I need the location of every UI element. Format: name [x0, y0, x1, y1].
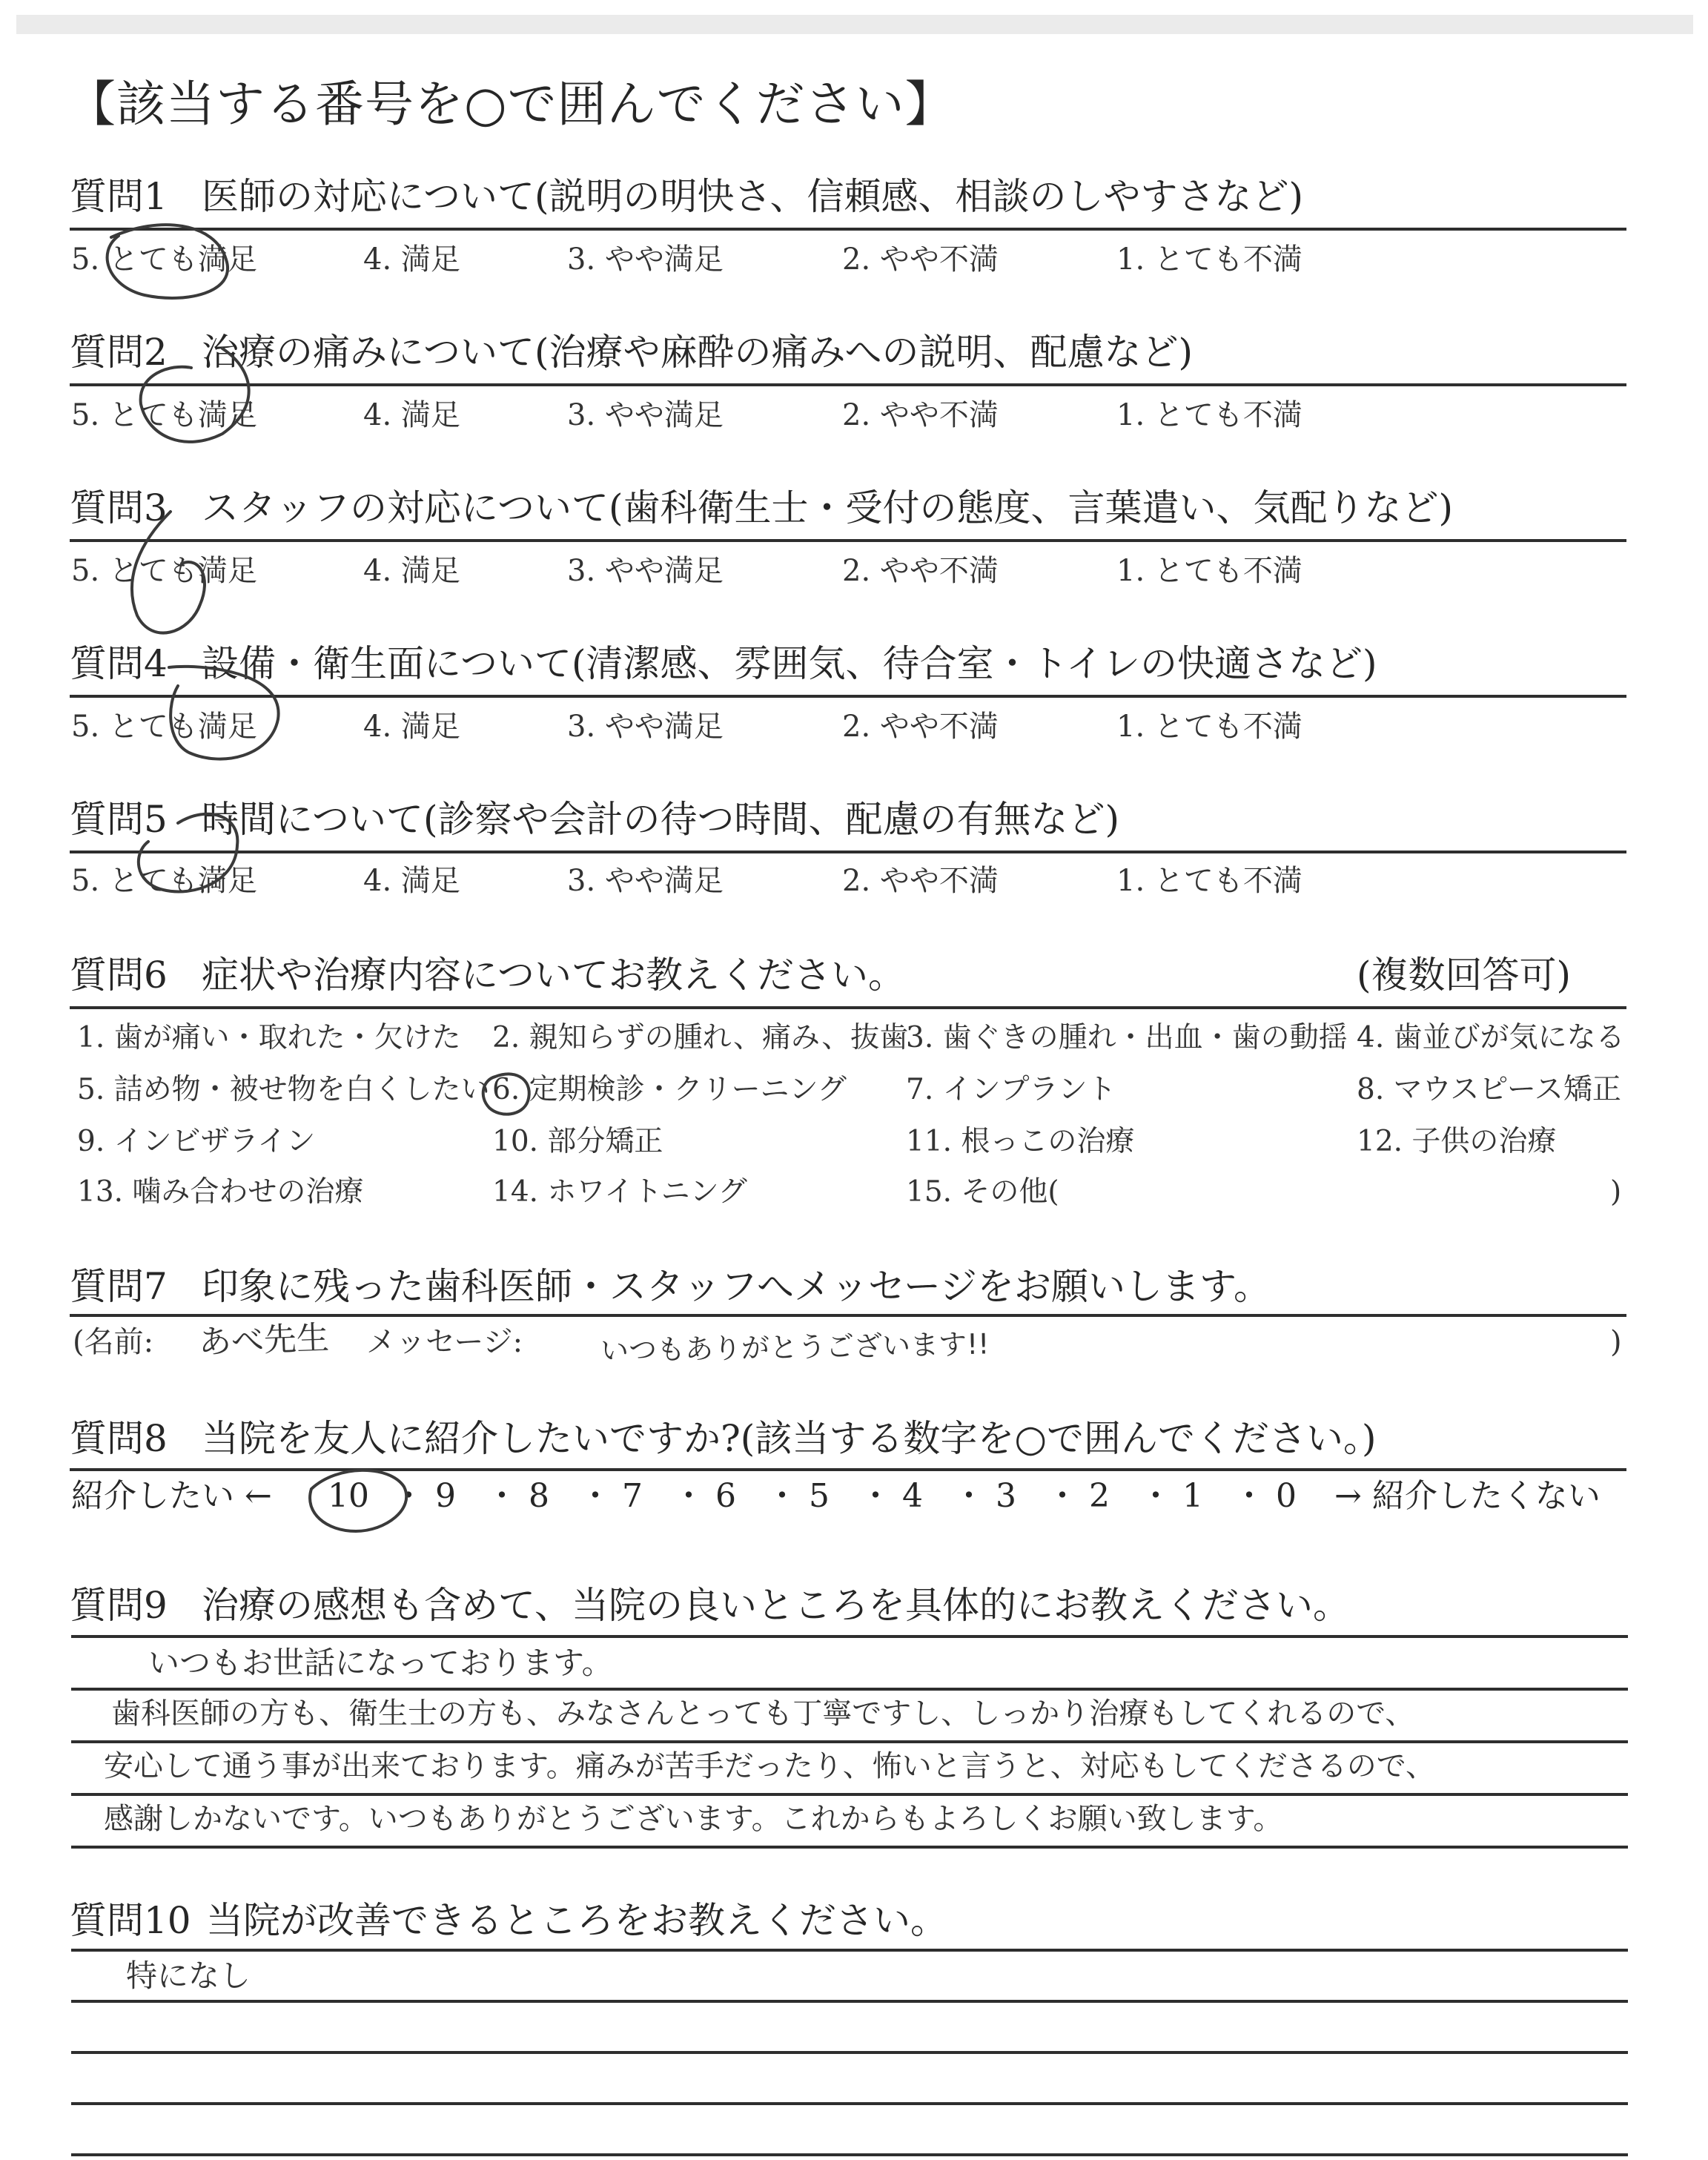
- question-text: 当院を友人に紹介したいですか?(該当する数字を○で囲んでください。): [202, 1417, 1377, 1460]
- question-label: 質問7: [70, 1265, 168, 1308]
- question-label: 質問6: [70, 954, 168, 997]
- option-2[interactable]: 2. やや不満: [842, 554, 999, 588]
- selection-circle-q8: [310, 1470, 406, 1531]
- scale-separator: ・: [392, 1477, 425, 1515]
- scale-separator: ・: [1046, 1477, 1079, 1515]
- treatment-option[interactable]: 12. 子供の治療: [1357, 1125, 1557, 1158]
- option-5[interactable]: 5. とても満足: [71, 710, 257, 744]
- scale-separator: ・: [1233, 1477, 1265, 1515]
- selection-circle-q6: [483, 1074, 529, 1114]
- scale-7[interactable]: 7: [622, 1477, 643, 1515]
- selection-circle-q3: [132, 512, 205, 633]
- scale-9[interactable]: 9: [435, 1477, 456, 1515]
- recommend-label: 紹介したい ←: [71, 1477, 272, 1515]
- option-4[interactable]: 4. 満足: [363, 242, 460, 277]
- scale-8[interactable]: 8: [529, 1477, 549, 1515]
- option-3[interactable]: 3. やや満足: [567, 398, 724, 432]
- option-3[interactable]: 3. やや満足: [567, 242, 724, 277]
- option-4[interactable]: 4. 満足: [363, 398, 460, 432]
- treatment-option[interactable]: 10. 部分矯正: [492, 1125, 663, 1158]
- question-label: 質問3: [70, 486, 168, 529]
- answer-text-line: いつもお世話になっております。: [148, 1645, 613, 1681]
- treatment-option-other[interactable]: 15. その他(: [906, 1175, 1059, 1209]
- message-close-paren: ): [1610, 1325, 1622, 1359]
- option-1[interactable]: 1. とても不満: [1116, 710, 1302, 744]
- scale-5[interactable]: 5: [809, 1477, 830, 1515]
- treatment-option[interactable]: 1. 歯が痛い・取れた・欠けた: [77, 1021, 461, 1054]
- treatment-option[interactable]: 2. 親知らずの腫れ、痛み、抜歯: [492, 1021, 909, 1054]
- question-text: スタッフの対応について(歯科衛生士・受付の態度、言葉遣い、気配りなど): [202, 486, 1454, 529]
- treatment-option[interactable]: 4. 歯並びが気になる: [1357, 1021, 1625, 1054]
- option-1[interactable]: 1. とても不満: [1116, 864, 1302, 898]
- treatment-option[interactable]: 14. ホワイトニング: [492, 1175, 747, 1209]
- option-5[interactable]: 5. とても満足: [71, 864, 257, 898]
- option-5[interactable]: 5. とても満足: [71, 242, 257, 277]
- treatment-option[interactable]: 6. 定期検診・クリーニング: [492, 1073, 847, 1106]
- question-text: 症状や治療内容についてお教えください。: [202, 954, 905, 997]
- answer-text-line: 安心して通う事が出来ております。痛みが苦手だったり、怖いと言うと、対応もしてくださるので、: [104, 1749, 1435, 1783]
- option-2[interactable]: 2. やや不満: [842, 710, 999, 744]
- treatment-option[interactable]: 11. 根っこの治療: [906, 1125, 1135, 1158]
- name-label: (名前:: [73, 1325, 154, 1359]
- treatment-option[interactable]: 3. 歯ぐきの腫れ・出血・歯の動揺: [906, 1021, 1348, 1054]
- scale-1[interactable]: 1: [1182, 1477, 1203, 1515]
- treatment-option[interactable]: 13. 噛み合わせの治療: [77, 1175, 364, 1209]
- message-label: メッセージ:: [366, 1325, 523, 1359]
- question-label: 質問10: [70, 1899, 191, 1942]
- scale-3[interactable]: 3: [996, 1477, 1016, 1515]
- question-label: 質問4: [70, 642, 168, 685]
- selection-circle-q5: [139, 814, 238, 892]
- selection-circle-q2: [141, 349, 249, 442]
- question-text: 治療の感想も含めて、当院の良いところを具体的にお教えください。: [202, 1584, 1350, 1627]
- treatment-option[interactable]: 9. インビザライン: [77, 1125, 316, 1158]
- option-1[interactable]: 1. とても不満: [1116, 554, 1302, 588]
- option-3[interactable]: 3. やや満足: [567, 710, 724, 744]
- scale-separator: ・: [672, 1477, 705, 1515]
- option-1[interactable]: 1. とても不満: [1116, 242, 1302, 277]
- question-text: 時間について(診察や会計の待つ時間、配慮の有無など): [202, 798, 1120, 841]
- question-label: 質問9: [70, 1584, 168, 1627]
- answer-text-line[interactable]: 特になし: [126, 1958, 251, 1994]
- scale-2[interactable]: 2: [1089, 1477, 1110, 1515]
- scale-separator: ・: [953, 1477, 985, 1515]
- answer-text-line: 歯科医師の方も、衛生士の方も、みなさんとっても丁寧ですし、しっかり治療もしてくれるので、: [111, 1697, 1415, 1731]
- multiple-answers-note: (複数回答可): [1357, 954, 1572, 997]
- name-field[interactable]: あべ先生: [198, 1318, 330, 1362]
- option-3[interactable]: 3. やや満足: [567, 864, 724, 898]
- form-title: 【該当する番号を○で囲んでください】: [67, 76, 955, 133]
- selection-circle-q4: [169, 667, 279, 759]
- option-1[interactable]: 1. とても不満: [1116, 398, 1302, 432]
- scale-10[interactable]: 10: [328, 1477, 369, 1515]
- scale-0[interactable]: 0: [1276, 1477, 1297, 1515]
- message-field[interactable]: いつもありがとうございます!!: [600, 1327, 990, 1367]
- question-text: 当院が改善できるところをお教えください。: [206, 1899, 947, 1942]
- option-2[interactable]: 2. やや不満: [842, 864, 999, 898]
- question-text: 設備・衛生面について(清潔感、雰囲気、待合室・トイレの快適さなど): [202, 642, 1377, 685]
- scale-6[interactable]: 6: [715, 1477, 736, 1515]
- scale-separator: ・: [579, 1477, 612, 1515]
- treatment-option[interactable]: 5. 詰め物・被せ物を白くしたい: [77, 1073, 490, 1106]
- scale-separator: ・: [1139, 1477, 1172, 1515]
- option-4[interactable]: 4. 満足: [363, 864, 460, 898]
- scale-separator: ・: [766, 1477, 798, 1515]
- not-recommend-label: → 紹介したくない: [1334, 1477, 1601, 1515]
- option-5[interactable]: 5. とても満足: [71, 398, 257, 432]
- selection-circle-q1: [107, 225, 228, 298]
- option-2[interactable]: 2. やや不満: [842, 398, 999, 432]
- option-5[interactable]: 5. とても満足: [71, 554, 257, 588]
- option-4[interactable]: 4. 満足: [363, 710, 460, 744]
- scale-4[interactable]: 4: [902, 1477, 923, 1515]
- question-label: 質問8: [70, 1417, 168, 1460]
- question-label: 質問2: [70, 331, 168, 374]
- option-2[interactable]: 2. やや不満: [842, 242, 999, 277]
- question-label: 質問5: [70, 798, 168, 841]
- treatment-option[interactable]: 7. インプラント: [906, 1073, 1116, 1106]
- scale-separator: ・: [486, 1477, 518, 1515]
- question-label: 質問1: [70, 175, 168, 218]
- question-text: 医師の対応について(説明の明快さ、信頼感、相談のしやすさなど): [202, 175, 1304, 218]
- option-4[interactable]: 4. 満足: [363, 554, 460, 588]
- answer-text-line: 感謝しかないです。いつもありがとうございます。これからもよろしくお願い致します。: [104, 1802, 1283, 1836]
- treatment-option[interactable]: 8. マウスピース矯正: [1357, 1073, 1621, 1106]
- other-close-paren: ): [1610, 1175, 1622, 1209]
- question-text: 印象に残った歯科医師・スタッフへメッセージをお願いします。: [202, 1265, 1271, 1308]
- option-3[interactable]: 3. やや満足: [567, 554, 724, 588]
- scale-separator: ・: [859, 1477, 892, 1515]
- question-text: 治療の痛みについて(治療や麻酔の痛みへの説明、配慮など): [202, 331, 1194, 374]
